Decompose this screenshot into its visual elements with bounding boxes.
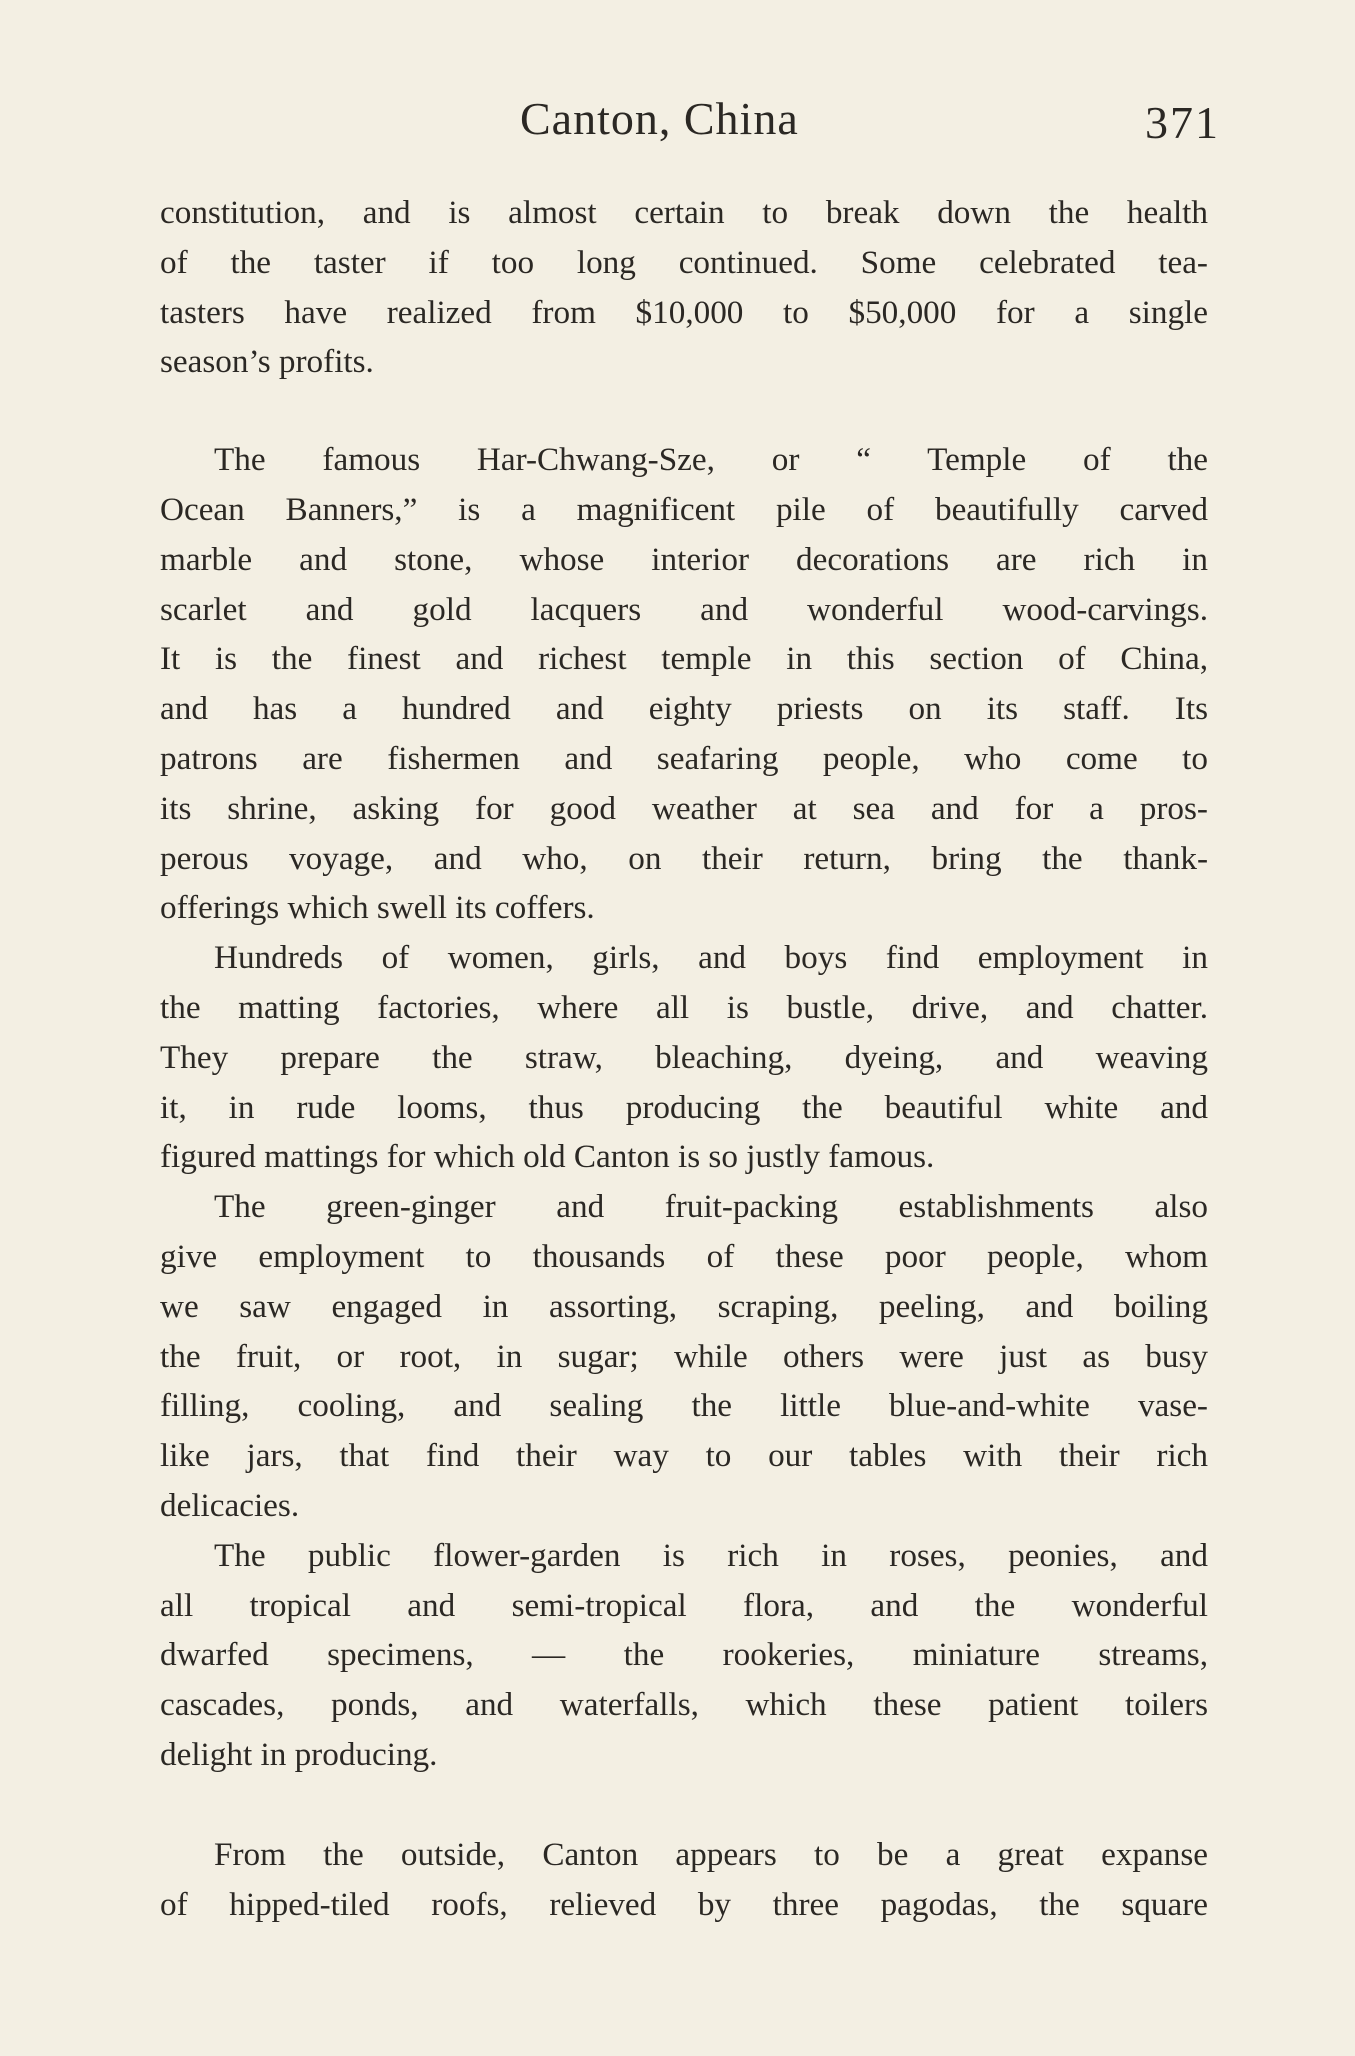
paragraph-2 <box>160 435 1208 933</box>
text-line: marble and stone, whose interior decorations are rich in <box>160 540 1208 578</box>
text-line: we saw engaged in assorting, scraping, peeling, and boiling <box>160 1287 1208 1325</box>
text-line: They prepare the straw, bleaching, dyeing, and weaving <box>160 1038 1208 1076</box>
paragraph-6 <box>160 1830 1208 1930</box>
page-number: 371 <box>1145 97 1220 148</box>
running-title: Canton, China <box>520 93 799 144</box>
text-line: delight in producing. <box>160 1735 438 1773</box>
text-line: constitution, and is almost certain to break down the health <box>160 194 1208 231</box>
text-line: delicacies. <box>160 1486 300 1524</box>
text-line: the matting factories, where all is bustle, drive, and chatter. <box>160 988 1208 1026</box>
text-line: From the outside, Canton appears to be a great expanse <box>214 1835 1208 1873</box>
text-line: scarlet and gold lacquers and wonderful wood-carvings. <box>160 590 1208 628</box>
text-line: The green-ginger and fruit-packing establishments also <box>214 1188 1208 1226</box>
text-line: It is the finest and richest temple in this section of China, <box>160 640 1208 678</box>
text-line: of the taster if too long continued. Some celebrated tea- <box>160 243 1208 281</box>
text-line: tasters have realized from $10,000 to $50,000 for a single <box>160 293 1208 331</box>
text-line: filling, cooling, and sealing the little blue-and-white vase- <box>160 1387 1208 1425</box>
text-line: the fruit, or root, in sugar; while others were just as busy <box>160 1337 1208 1375</box>
paragraph-3 <box>160 933 1208 1182</box>
text-line: dwarfed specimens, — the rookeries, miniature streams, <box>160 1636 1208 1674</box>
text-line: season’s profits. <box>160 343 374 381</box>
text-line: The public flower-garden is rich in roses, peonies, and <box>214 1536 1208 1574</box>
text-line: of hipped-tiled roofs, relieved by three pagodas, the square <box>160 1885 1208 1923</box>
paragraph-1 <box>160 188 1208 387</box>
section-break <box>160 387 1208 435</box>
text-line: figured mattings for which old Canton is so justly famous. <box>160 1138 935 1176</box>
section-break <box>160 1780 1208 1830</box>
text-line: give employment to thousands of these poor people, whom <box>160 1237 1208 1275</box>
text-line: perous voyage, and who, on their return, bring the thank- <box>160 839 1208 877</box>
text-line: Ocean Banners,” is a magnificent pile of beautifully carved <box>160 490 1208 528</box>
paragraph-4 <box>160 1182 1208 1531</box>
body-text <box>160 188 1208 1929</box>
text-line: all tropical and semi-tropical flora, and the wonderful <box>160 1586 1208 1624</box>
text-line: like jars, that find their way to our tables with their rich <box>160 1437 1208 1475</box>
text-line: it, in rude looms, thus producing the beautiful white and <box>160 1088 1208 1126</box>
text-line: cascades, ponds, and waterfalls, which these patient toilers <box>160 1686 1208 1724</box>
running-head <box>160 92 1220 162</box>
text-line: offerings which swell its coffers. <box>160 889 595 927</box>
text-line: its shrine, asking for good weather at sea and for a pros- <box>160 789 1208 827</box>
text-line: The famous Har-Chwang-Sze, or “ Temple of the <box>214 441 1208 479</box>
text-line: patrons are fishermen and seafaring people, who come to <box>160 739 1208 777</box>
text-line: and has a hundred and eighty priests on its staff. Its <box>160 690 1208 728</box>
text-line: Hundreds of women, girls, and boys find employment in <box>214 939 1208 977</box>
paragraph-5 <box>160 1531 1208 1780</box>
